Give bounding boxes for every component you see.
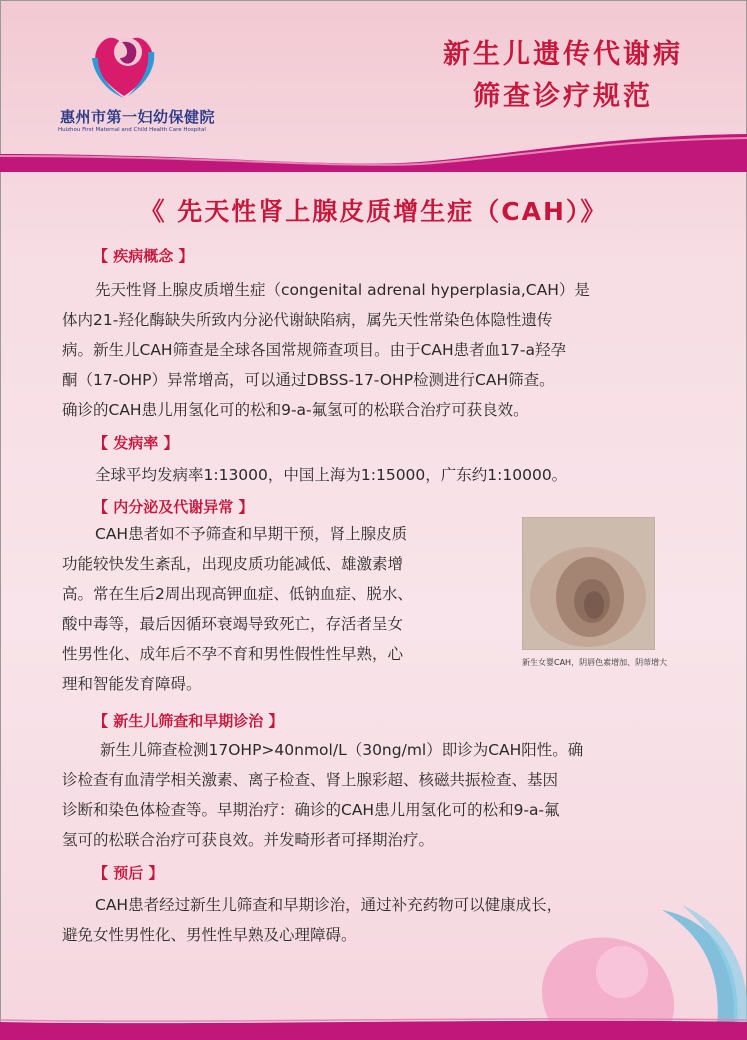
- paragraph-screening: [62, 735, 712, 855]
- text-line: CAH患者如不予筛查和早期干预，肾上腺皮质: [95, 525, 408, 543]
- main-title-line-2: 筛查诊疗规范: [473, 81, 653, 112]
- main-title-line-1: 新生儿遗传代谢病: [443, 39, 683, 70]
- clinical-photo: [522, 517, 655, 650]
- header-band: [0, 128, 747, 172]
- text-line: 诊断和染色体检查等。早期治疗：确诊的CAH患儿用氢化可的松和9-a-氟: [62, 801, 560, 819]
- text-line: 性男性化、成年后不孕不育和男性假性性早熟，心: [62, 645, 404, 663]
- heading-incidence: 【 发病率 】: [93, 434, 179, 452]
- text-line: 氢可的松联合治疗可获良效。并发畸形者可择期治疗。: [62, 831, 435, 849]
- text-line: 酸中毒等，最后因循环衰竭导致死亡，存活者呈女: [62, 615, 404, 633]
- text-line: 诊检查有血清学相关激素、离子检查、肾上腺彩超、核磁共振检查、基因: [62, 771, 559, 789]
- text-line: 功能较快发生紊乱，出现皮质功能减低、雄激素增: [62, 555, 404, 573]
- main-title: [398, 34, 728, 118]
- text-line: 体内21-羟化酶缺失所致内分泌代谢缺陷病，属先天性常染色体隐性遗传: [62, 311, 553, 329]
- footer-band: [0, 1016, 747, 1040]
- text-line: 全球平均发病率1:13000，中国上海为1:15000，广东约1:10000。: [95, 466, 568, 484]
- text-line: 酮（17-OHP）异常增高，可以通过DBSS-17-OHP检测进行CAH筛查。: [62, 371, 555, 389]
- paragraph-endocrine: [62, 519, 512, 699]
- org-name-en: Huizhou First Maternal and Child Health Care Hospital: [58, 127, 206, 133]
- mother-child-decoration-icon: [512, 900, 747, 1025]
- heading-screening: 【 新生儿筛查和早期诊治 】: [93, 712, 284, 730]
- photo-caption: 新生女婴CAH，阴唇色素增加、阴蒂增大: [522, 658, 668, 667]
- text-line: 新生儿筛查检测17OHP>40nmol/L（30ng/ml）即诊为CAH阳性。确: [100, 741, 584, 759]
- text-line: 先天性肾上腺皮质增生症（congenital adrenal hyperplasia,CAH）是: [95, 281, 590, 299]
- text-line: 理和智能发育障碍。: [62, 675, 202, 693]
- section-title: 《 先天性肾上腺皮质增生症（CAH）》: [139, 197, 608, 226]
- text-line: 高。常在生后2周出现高钾血症、低钠血症、脱水、: [62, 585, 413, 603]
- text-line: 确诊的CAH患儿用氢化可的松和9-a-氟氢可的松联合治疗可获良效。: [62, 401, 529, 419]
- heading-prognosis: 【 预后 】: [93, 864, 164, 882]
- heading-disease-concept: 【 疾病概念 】: [93, 247, 194, 265]
- paragraph-disease-concept: [62, 275, 702, 425]
- header: [0, 0, 747, 170]
- text-line: CAH患者经过新生儿筛查和早期诊治，通过补充药物可以健康成长，: [95, 896, 563, 914]
- org-name: 惠州市第一妇幼保健院: [60, 108, 216, 126]
- text-line: 病。新生儿CAH筛查是全球各国常规筛查项目。由于CAH患者血17-a羟孕: [62, 341, 566, 359]
- heading-endocrine: 【 内分泌及代谢异常 】: [93, 498, 254, 516]
- hospital-logo-icon: [88, 22, 160, 100]
- text-line: 避免女性男性化、男性性早熟及心理障碍。: [62, 926, 357, 944]
- paragraph-incidence: [95, 460, 705, 490]
